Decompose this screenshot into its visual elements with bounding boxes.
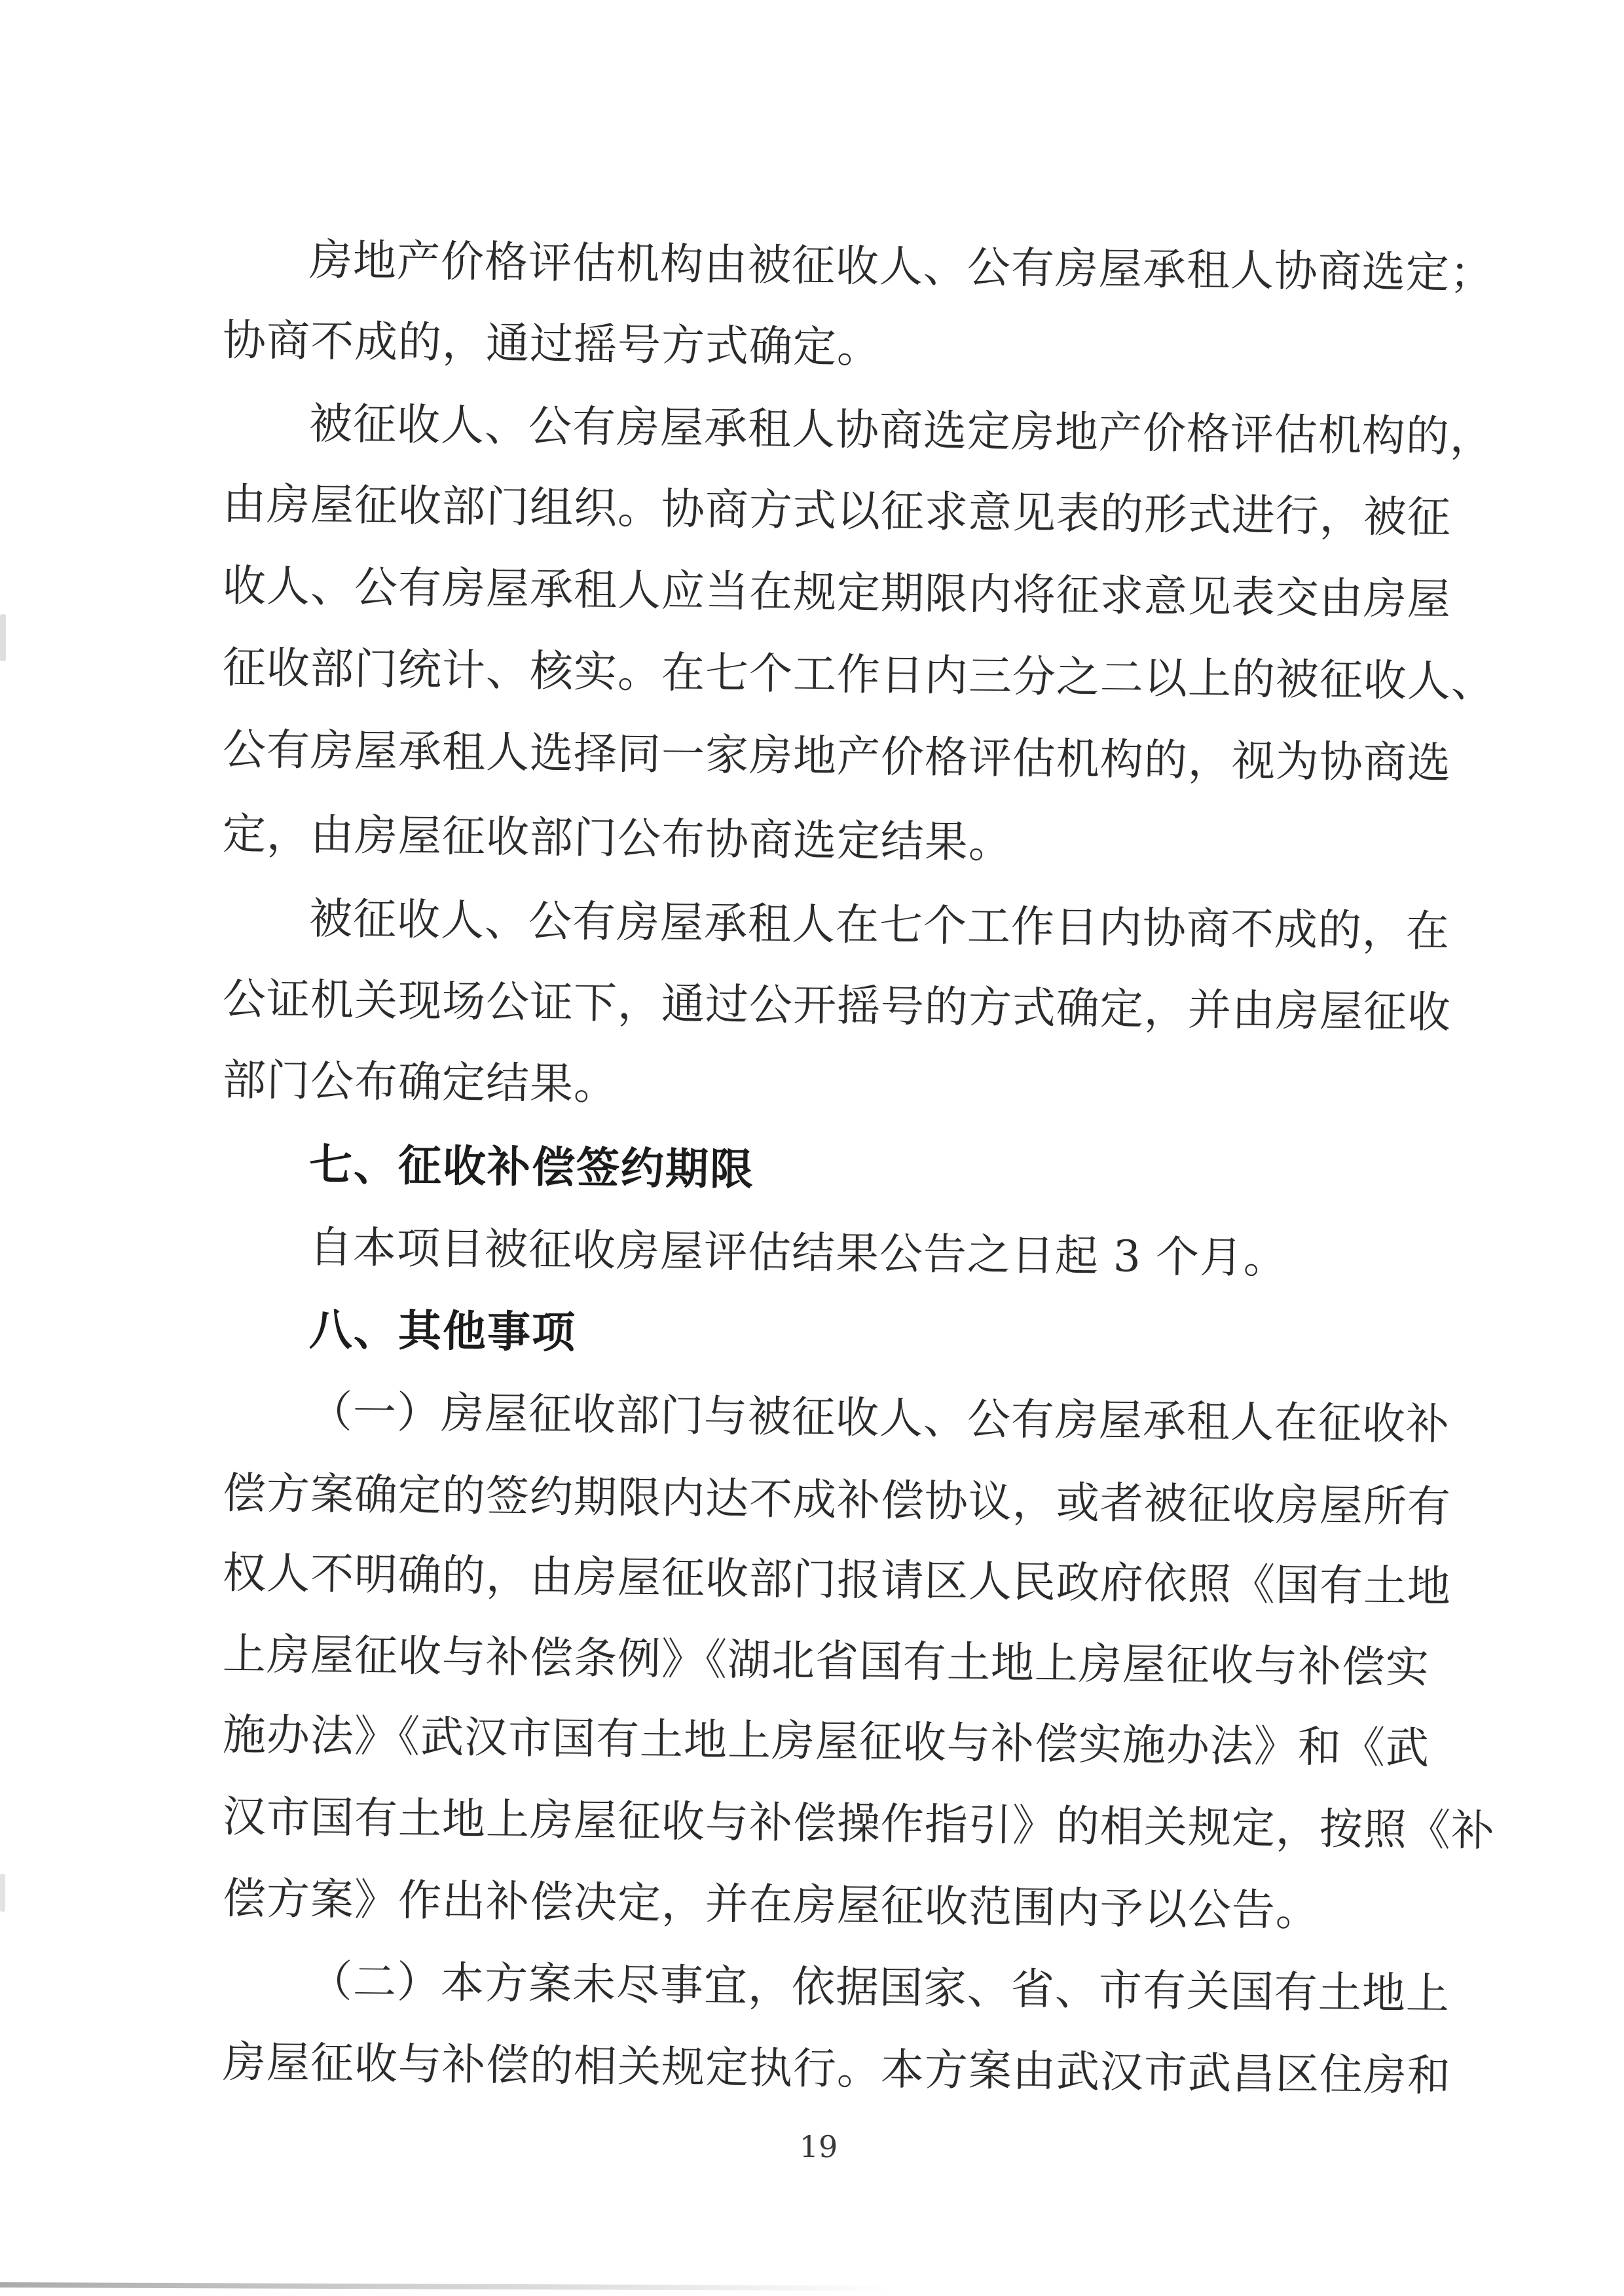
text-line: 房地产价格评估机构由被征收人、公有房屋承租人协商选定； <box>308 234 1494 299</box>
text-line: （二）本方案未尽事宜，依据国家、省、市有关国有土地上 <box>308 1956 1450 2020</box>
text-line: 施办法》《武汉市国有土地上房屋征收与补偿实施办法》和《武 <box>222 1709 1430 1774</box>
text-line: 上房屋征收与补偿条例》《湖北省国有土地上房屋征收与补偿实 <box>222 1629 1430 1693</box>
text-line: 征收部门统计、核实。在七个工作日内三分之二以上的被征收人、 <box>222 642 1496 708</box>
text-line: 收人、公有房屋承租人应当在规定期限内将征求意见表交由房屋 <box>222 560 1452 625</box>
text-line: 权人不明确的，由房屋征收部门报请区人民政府依照《国有土地 <box>222 1548 1452 1613</box>
text-line: 协商不成的，通过摇号方式确定。 <box>222 315 881 373</box>
section-heading: 八、其他事项 <box>308 1304 577 1358</box>
text-line: 被征收人、公有房屋承租人协商选定房地产价格评估机构的， <box>308 398 1494 463</box>
text-line: 公证机关现场公证下，通过公开摇号的方式确定，并由房屋征收 <box>222 974 1452 1038</box>
text-line: （一）房屋征收部门与被征收人、公有房屋承租人在征收补 <box>308 1386 1450 1450</box>
section-heading: 七、征收补偿签约期限 <box>308 1139 755 1195</box>
text-line: 定，由房屋征收部门公布协商选定结果。 <box>222 809 1013 868</box>
scan-artifact-left-mark <box>0 1874 5 1912</box>
text-line: 房屋征收与补偿的相关规定执行。本方案由武汉市武昌区住房和 <box>222 2037 1452 2102</box>
text-line: 被征收人、公有房屋承租人在七个工作日内协商不成的，在 <box>308 893 1450 957</box>
text-line: 部门公布确定结果。 <box>222 1055 618 1110</box>
text-line: 汉市国有土地上房屋征收与补偿操作指引》的相关规定，按照《补 <box>222 1791 1496 1857</box>
text-line: 由房屋征收部门组织。协商方式以征求意见表的形式进行，被征 <box>222 479 1452 543</box>
text-line: 偿方案确定的签约期限内达不成补偿协议，或者被征收房屋所有 <box>222 1468 1452 1533</box>
text-line: 偿方案》作出补偿决定，并在房屋征收范围内予以公告。 <box>222 1873 1320 1936</box>
text-line: 公有房屋承租人选择同一家房地产价格评估机构的，视为协商选 <box>222 724 1452 789</box>
scan-artifact-left-mark <box>0 614 6 661</box>
page-number: 19 <box>799 2129 838 2164</box>
text-line: 自本项目被征收房屋评估结果公告之日起 3 个月。 <box>308 1222 1288 1284</box>
